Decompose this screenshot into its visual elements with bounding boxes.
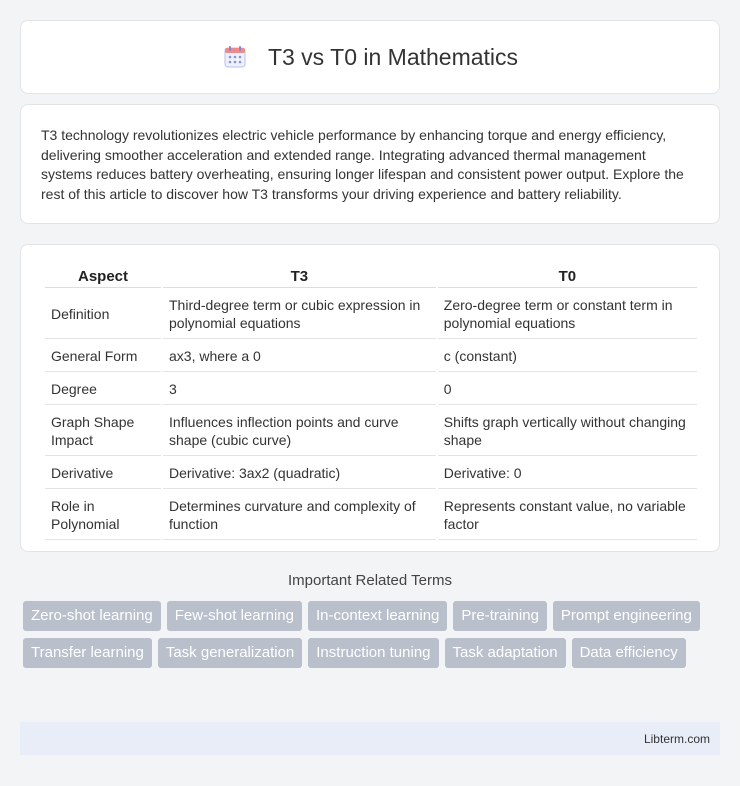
cell-t3: 3 <box>163 374 436 405</box>
table-row <box>45 341 697 372</box>
footer-site-link[interactable]: Libterm.com <box>643 731 710 746</box>
related-terms-section <box>20 572 720 668</box>
intro-text: T3 technology revolutionizes electric vehicle performance by enhancing torque and energy efficiency, delivering smoother acceleration and extended range. Integrating advanced thermal management systems reduces battery overheating, ensuring longer lifespan and consistent power output. Explore the rest of this article to discover how T3 transforms your driving experience and battery reliability. <box>41 127 684 202</box>
header-card <box>20 20 720 94</box>
tag-data-efficiency[interactable]: Data efficiency <box>572 638 686 668</box>
cell-aspect: General Form <box>45 341 161 372</box>
column-header-t0: T0 <box>438 264 697 288</box>
related-terms-tags <box>20 601 720 668</box>
tag-instruction-tuning[interactable]: Instruction tuning <box>308 638 438 668</box>
column-header-t3: T3 <box>163 264 436 288</box>
tag-zero-shot-learning[interactable]: Zero-shot learning <box>23 601 161 631</box>
related-terms-title: Important Related Terms <box>288 572 452 589</box>
cell-t3: ax3, where a 0 <box>163 341 436 372</box>
tag-transfer-learning[interactable]: Transfer learning <box>23 638 152 668</box>
cell-t3: Third-degree term or cubic expression in polynomial equations <box>163 290 436 339</box>
cell-t0: 0 <box>438 374 697 405</box>
tag-prompt-engineering[interactable]: Prompt engineering <box>553 601 700 631</box>
cell-t0: Derivative: 0 <box>438 458 697 489</box>
cell-t0: Represents constant value, no variable factor <box>438 491 697 540</box>
comparison-table <box>43 262 699 542</box>
cell-aspect: Derivative <box>45 458 161 489</box>
cell-aspect: Definition <box>45 290 161 339</box>
cell-t0: Shifts graph vertically without changing shape <box>438 407 697 456</box>
table-header-row <box>45 264 697 288</box>
tag-task-adaptation[interactable]: Task adaptation <box>445 638 566 668</box>
table-row <box>45 374 697 405</box>
cell-aspect: Degree <box>45 374 161 405</box>
table-row <box>45 407 697 456</box>
cell-t0: Zero-degree term or constant term in polynomial equations <box>438 290 697 339</box>
column-header-aspect: Aspect <box>45 264 161 288</box>
comparison-table-card <box>20 244 720 552</box>
page-title: T3 vs T0 in Mathematics <box>267 43 519 70</box>
table-row <box>45 491 697 540</box>
table-row <box>45 290 697 339</box>
tag-few-shot-learning[interactable]: Few-shot learning <box>167 601 302 631</box>
cell-t3: Influences inflection points and curve shape (cubic curve) <box>163 407 436 456</box>
cell-t3: Determines curvature and complexity of function <box>163 491 436 540</box>
tag-in-context-learning[interactable]: In-context learning <box>308 601 447 631</box>
cell-t3: Derivative: 3ax2 (quadratic) <box>163 458 436 489</box>
table-row <box>45 458 697 489</box>
footer <box>20 722 720 755</box>
intro-card <box>20 104 720 224</box>
calendar-icon <box>222 44 248 70</box>
cell-aspect: Graph Shape Impact <box>45 407 161 456</box>
cell-aspect: Role in Polynomial <box>45 491 161 540</box>
tag-task-generalization[interactable]: Task generalization <box>158 638 302 668</box>
tag-pre-training[interactable]: Pre-training <box>453 601 547 631</box>
cell-t0: c (constant) <box>438 341 697 372</box>
